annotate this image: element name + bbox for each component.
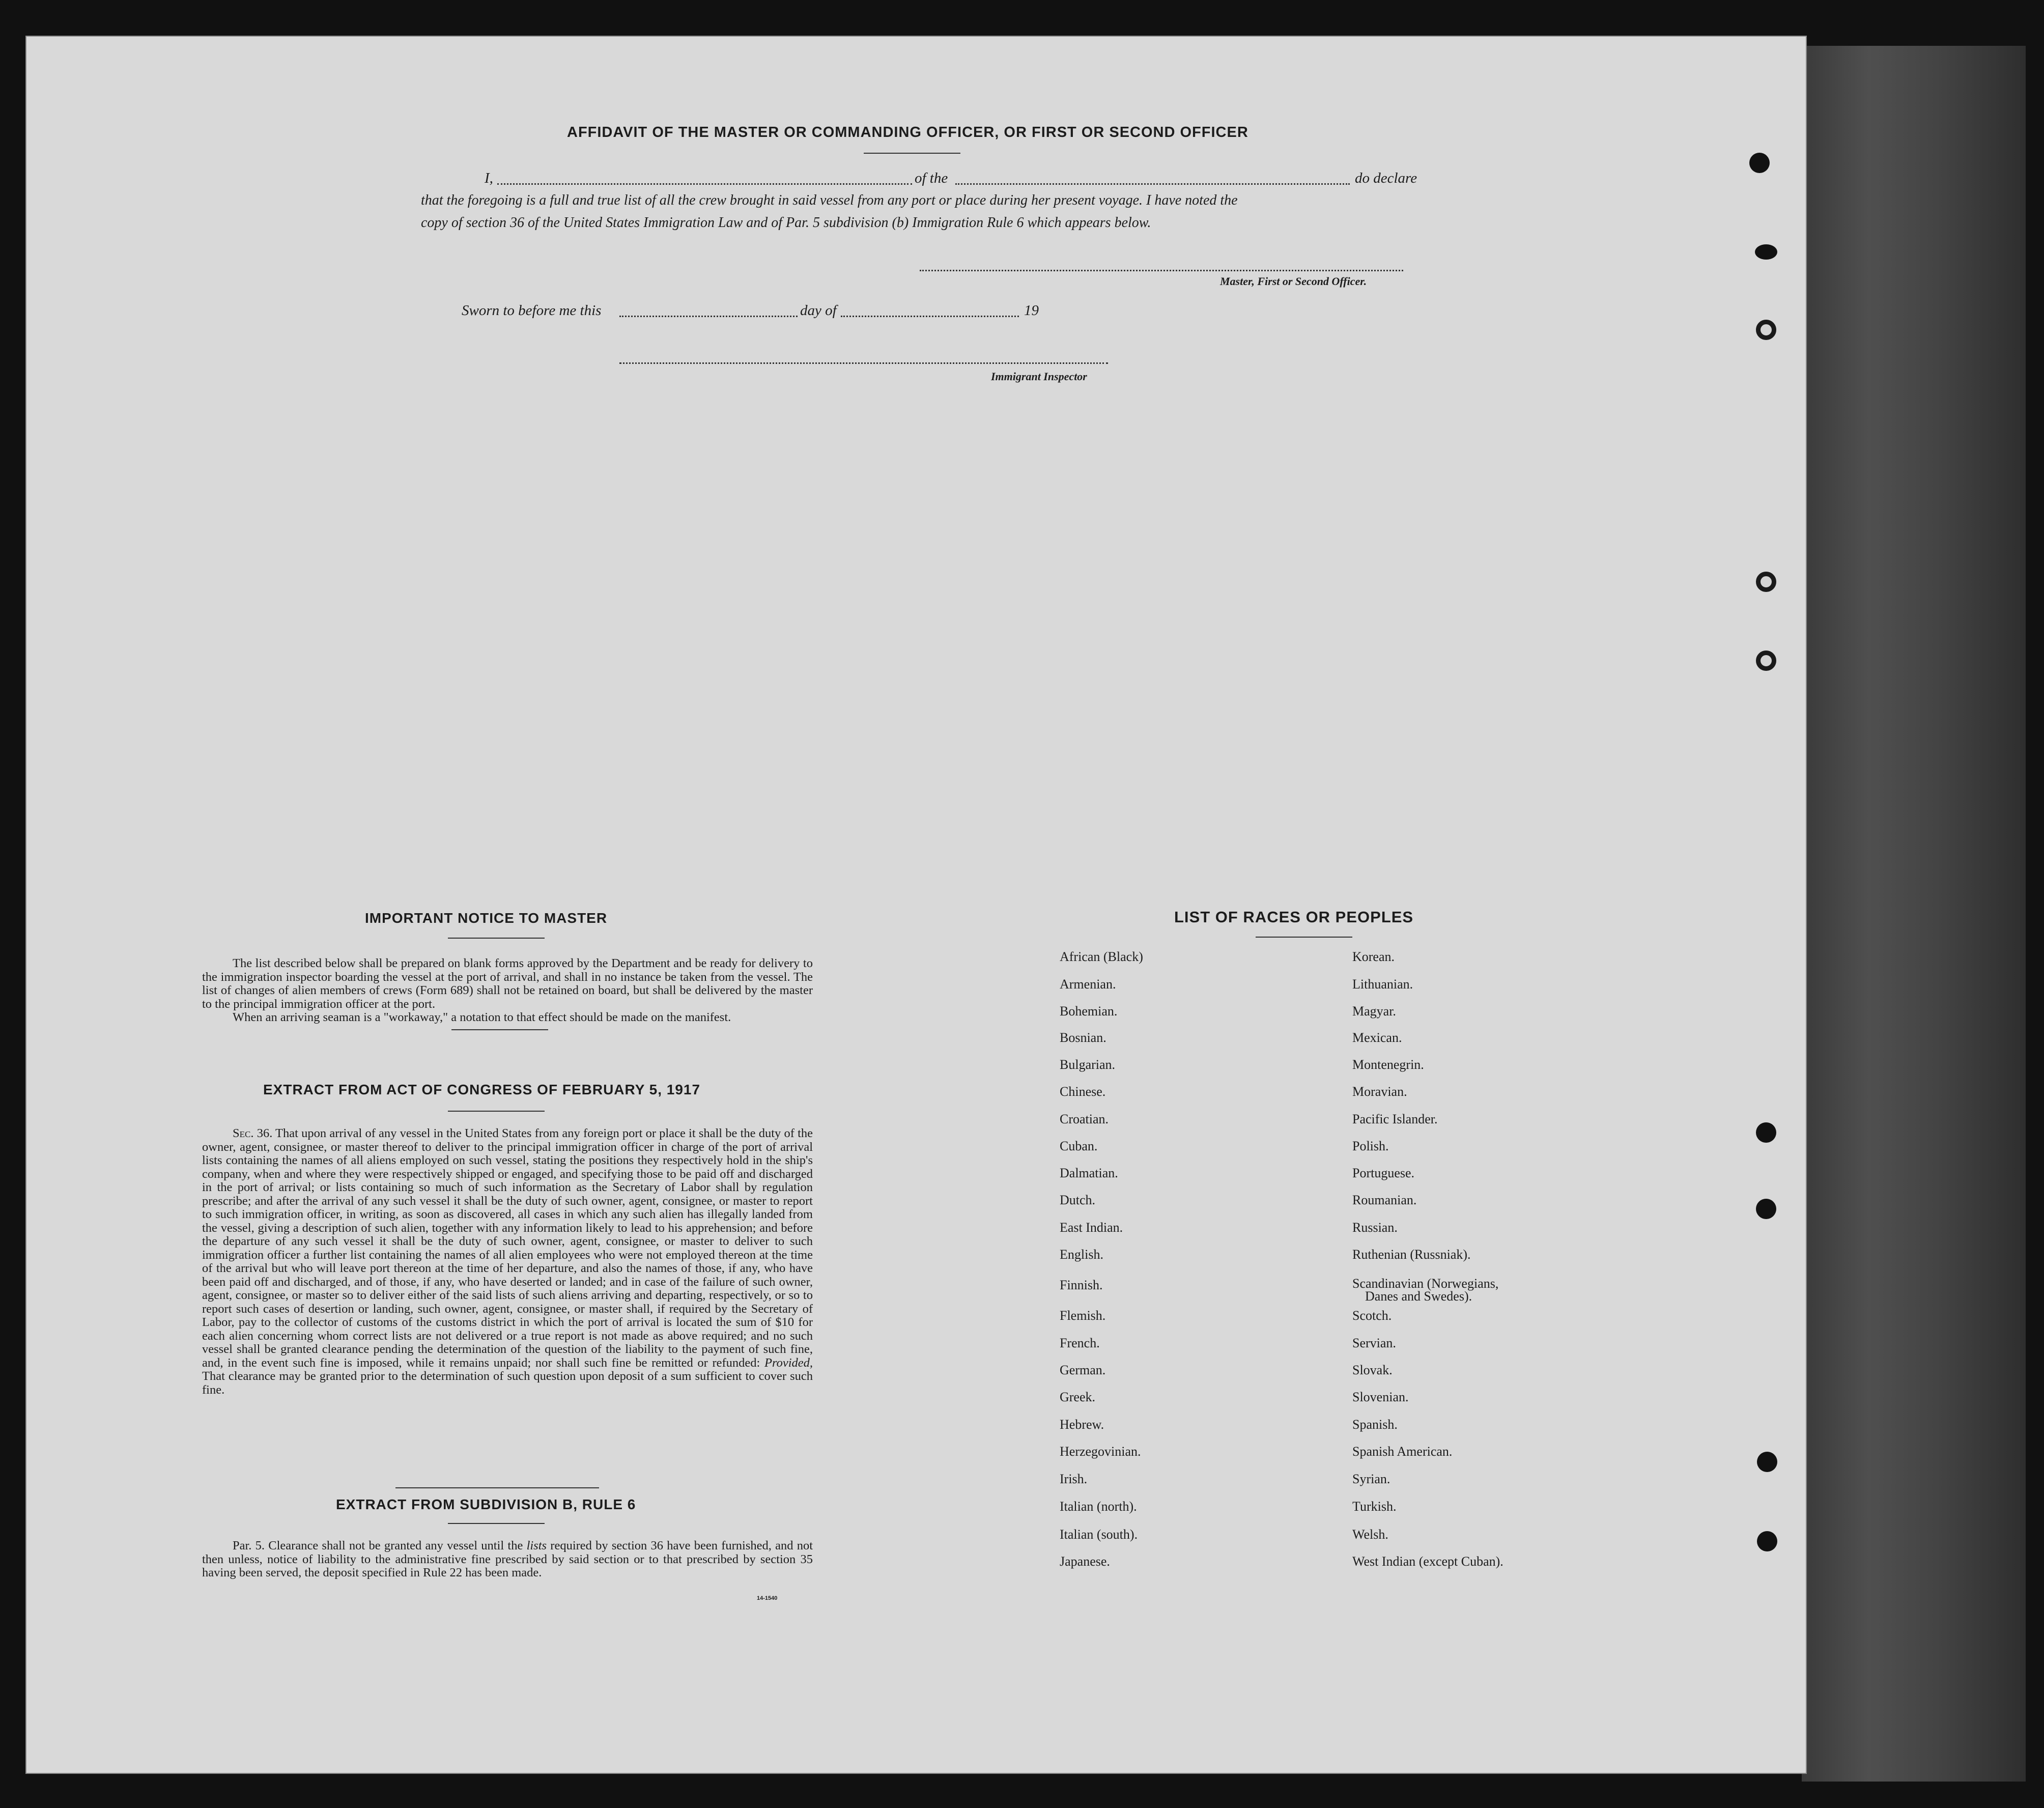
race-item: Ruthenian (Russniak). [1352,1247,1471,1262]
divider [448,1111,545,1112]
race-item: Lithuanian. [1352,977,1413,992]
day-blank [619,316,798,317]
rule-6-paragraph [202,1539,813,1580]
race-item: French. [1060,1336,1100,1350]
race-item: Spanish. [1352,1417,1398,1432]
name-blank [497,183,912,185]
race-item: Russian. [1352,1220,1398,1235]
race-item: Roumanian. [1352,1193,1417,1207]
race-item: Polish. [1352,1139,1389,1153]
declaration-line [439,170,1431,190]
label-of-the: of the [915,170,948,186]
declaration-body-line3: copy of section 36 of the United States Immigration Law and of Par. 5 subdivision (b) Immigration Rule 6 which appears below. [421,215,1151,231]
race-item: Herzegovinian. [1060,1444,1141,1459]
rule-text-lists: lists [526,1539,547,1552]
sworn-line [462,302,1123,323]
race-item: Chinese. [1060,1084,1106,1099]
race-item: Italian (north). [1060,1499,1137,1514]
race-item: Korean. [1352,949,1395,964]
race-item: East Indian. [1060,1220,1123,1235]
notice-paragraph-2: When an arriving seaman is a "workaway," a notation to that effect should be made on the manifest. [233,1010,731,1024]
notice-text [202,957,813,1025]
race-item: Mexican. [1352,1030,1402,1045]
punch-hole [1749,153,1770,173]
signature-label: Master, First or Second Officer. [1220,275,1367,288]
race-item: Cuban. [1060,1139,1098,1153]
race-item: Bohemian. [1060,1004,1118,1019]
divider [448,938,545,939]
month-blank [841,316,1019,317]
extract-act-title: EXTRACT FROM ACT OF CONGRESS OF FEBRUARY 5, 1917 [263,1082,701,1097]
race-item: Bosnian. [1060,1030,1106,1045]
section-label: Sec. [233,1126,254,1140]
race-item: Spanish American. [1352,1444,1453,1459]
race-item: Armenian. [1060,977,1116,992]
section-36-text [202,1127,813,1397]
race-item: Scotch. [1352,1308,1392,1323]
provided-word: Provided, [764,1355,813,1370]
label-i: I, [485,170,493,186]
declaration-body-line2: that the foregoing is a full and true list of all the crew brought in said vessel from any port or place during her present voyage. I have noted the [421,192,1238,208]
race-item: Dutch. [1060,1193,1096,1207]
punch-hole [1756,1122,1776,1143]
divider [448,1523,545,1524]
punch-hole [1756,651,1776,671]
race-item: Pacific Islander. [1352,1112,1438,1126]
label-day-of: day of [800,302,837,319]
rule-text-a: Par. 5. Clearance shall not be granted any vessel until the [233,1539,523,1552]
race-item: Croatian. [1060,1112,1109,1126]
divider [451,1029,548,1030]
form-number: 14-1540 [757,1595,778,1601]
divider [1256,937,1352,938]
punch-hole [1757,1452,1777,1472]
rule-6-text [202,1539,813,1580]
section-36-paragraph [202,1127,813,1397]
extract-rule-title: EXTRACT FROM SUBDIVISION B, RULE 6 [336,1496,636,1512]
section-36-body: 36. That upon arrival of any vessel in the United States from any foreign port or place it shall be the duty of the owner, agent, consignee, or master thereof to deliver to the principal immigration officer in charge of the port of arrival lists containing the names of all aliens employed on such vessel, stating the positions they respectively hold in the ship's company, when and where they were respectively shipped or engaged, and specifying those to be paid off and discharged in the port of arrival; or lists containing so much of such information as the Secretary of Labor shall by regulation prescribe; and after the arrival of any such vessel it shall be the duty of such owner, agent, consignee, or master to report to such immigration officer, in writing, as soon as discovered, all cases in which any such alien has illegally landed from the vessel, giving a description of such alien, together with any information likely to lead to his apprehension; and before the departure of any such vessel it shall be the duty of such owner, agent, consignee, or master to deliver to such immigration officer a further list containing the names of all alien employees who were not employed thereon at the time of the arrival but who will leave port thereon at the time of her departure, and also the names of those, if any, who have been paid off and discharged, and of those, if any, who have deserted or landed; and in case of the failure of such owner, agent, consignee, or master so to deliver either of the said lists of such aliens arriving and departing, respectively, or so to report such cases of desertion or landing, such owner, agent, consignee, or master shall, if required by the Secretary of Labor, pay to the collector of customs of the customs district in which the port of arrival is located the sum of $10 for each alien concerning whom correct lists are not delivered or a true report is not made as above required; and no such vessel shall be granted clearance pending the determination of the question of the liability to the payment of such fine, and, in the event such fine is imposed, while it remains unpaid; nor shall such fine be remitted or refunded: [202,1126,813,1370]
race-item: West Indian (except Cuban). [1352,1554,1503,1569]
race-item: Welsh. [1352,1527,1388,1542]
race-item: Syrian. [1352,1472,1390,1486]
label-sworn: Sworn to before me this [462,302,602,319]
race-item: Finnish. [1060,1278,1103,1292]
divider [864,153,960,154]
race-item: Slovak. [1352,1363,1393,1377]
notice-paragraph-1: The list described below shall be prepared on blank forms approved by the Department and be ready for delivery to the immigration inspector boarding the vessel at the port of arrival, and shall in no instance be taken from the vessel. The list of changes of alien members of crews (Form 689) shall not be retained on board, but shall be delivered by the master to the principal immigration officer at the port. [202,956,813,1011]
race-item: Dalmatian. [1060,1166,1118,1180]
race-item: English. [1060,1247,1103,1262]
rule-text-b: required by section 36 have been furnished, and not then unless, notice of liability to the administrative fine prescribed by said section or to that prescribed by section 35 having been served, the deposit specified in Rule 22 has been made. [202,1539,813,1579]
race-item: Japanese. [1060,1554,1110,1569]
race-item: Portuguese. [1352,1166,1415,1180]
race-item: Magyar. [1352,1004,1396,1019]
signature-blank [920,270,1403,271]
document-page [25,36,1807,1774]
punch-hole [1755,244,1777,260]
binding-edge [1802,46,2026,1782]
races-title: LIST OF RACES OR PEOPLES [1174,908,1414,926]
race-item: Scandinavian (Norwegians, [1352,1276,1499,1291]
race-item: Hebrew. [1060,1417,1104,1432]
race-item: Greek. [1060,1390,1096,1404]
race-item: Moravian. [1352,1084,1407,1099]
notice-title: IMPORTANT NOTICE TO MASTER [365,910,608,926]
punch-hole [1757,1531,1777,1551]
punch-hole [1756,572,1776,592]
vessel-blank [955,183,1350,185]
race-item: Flemish. [1060,1308,1106,1323]
race-item-continuation: Danes and Swedes). [1365,1289,1472,1304]
label-do-declare: do declare [1355,170,1417,186]
section-36-end: That clearance may be granted prior to the determination of such question upon deposit of a sum sufficient to cover such fine. [202,1369,813,1397]
divider [395,1487,599,1488]
race-item: Bulgarian. [1060,1057,1116,1072]
punch-hole [1756,1199,1776,1219]
race-item: Servian. [1352,1336,1396,1350]
race-item: Slovenian. [1352,1390,1409,1404]
label-year: 19 [1024,302,1039,319]
race-item: Montenegrin. [1352,1057,1424,1072]
race-item: German. [1060,1363,1106,1377]
punch-hole [1756,320,1776,340]
inspector-blank [619,362,1108,364]
race-item: African (Black) [1060,949,1143,964]
race-item: Turkish. [1352,1499,1397,1514]
inspector-label: Immigrant Inspector [991,370,1087,383]
race-item: Irish. [1060,1472,1088,1486]
affidavit-title: AFFIDAVIT OF THE MASTER OR COMMANDING OFFICER, OR FIRST OR SECOND OFFICER [567,124,1248,140]
race-item: Italian (south). [1060,1527,1138,1542]
